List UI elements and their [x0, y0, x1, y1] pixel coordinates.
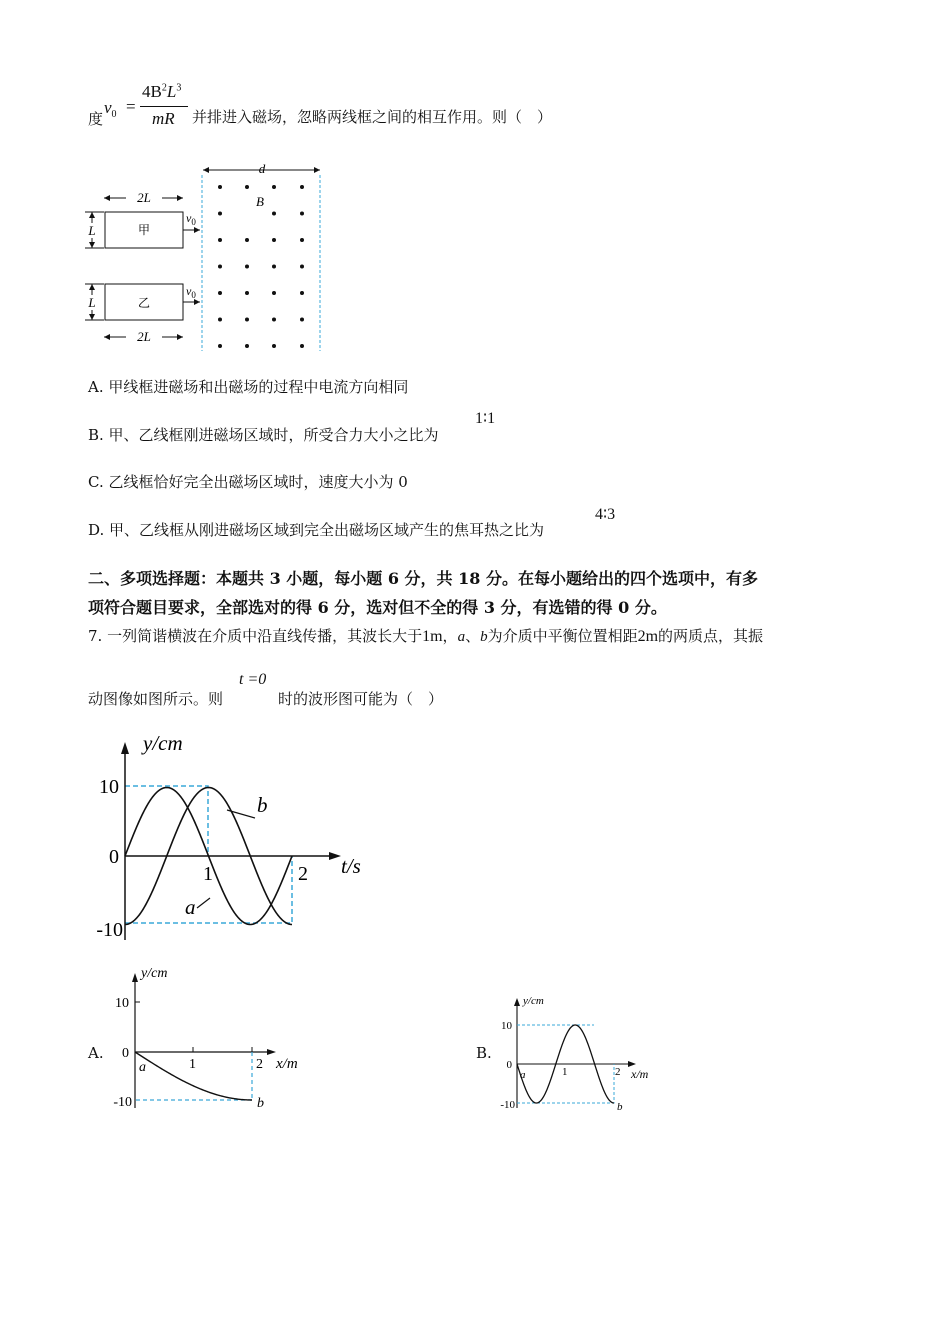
field-dot — [272, 318, 276, 322]
vibration-graph — [85, 728, 385, 948]
q6-option-c[interactable]: C. 乙线框恰好完全出磁场区域时，速度大小为 0 — [88, 473, 408, 491]
field-dot — [245, 291, 249, 295]
q6-v0-symbol: $v_0$ — [104, 98, 117, 120]
fig1-L-bottom: L — [88, 295, 96, 310]
fig1-2L-bottom: 2L — [137, 329, 151, 344]
field-dot — [218, 238, 222, 242]
fig2-ylabel: y/cm — [143, 731, 183, 755]
fig2-tick-m10: -10 — [96, 919, 123, 941]
q6-option-d[interactable]: D. 甲、乙线框从刚进磁场区域到完全出磁场区域产生的焦耳热之比为 — [88, 521, 545, 539]
field-dot — [300, 185, 304, 189]
q6-fraction-bar — [140, 106, 188, 107]
optA-ylabel: y/cm — [141, 966, 168, 981]
fig2-tick-2: 2 — [298, 863, 308, 885]
fig2-label-b: b — [257, 793, 268, 817]
field-dot — [300, 212, 304, 216]
optB-tick-m10: -10 — [500, 1099, 515, 1111]
q6-fraction-denominator: mR — [152, 109, 175, 128]
q6-intro-prefix: 度 — [88, 110, 104, 128]
optA-tick-m10: -10 — [113, 1095, 132, 1110]
field-dot — [300, 238, 304, 242]
q7-stem-line1: 7. 一列简谐横波在介质中沿直线传播，其波长大于1m，a、b为介质中平衡位置相距2m的两质点，其振 — [88, 627, 764, 645]
fig2-tick-10: 10 — [99, 776, 119, 798]
fig1-d-label: d — [258, 161, 266, 176]
fig1-B-label: B — [256, 194, 264, 209]
frame-jia-label: 甲 — [137, 223, 151, 237]
optB-label-b: b — [617, 1101, 623, 1113]
fig2-label-a: a — [185, 895, 196, 919]
q6-option-b[interactable]: B. 甲、乙线框刚进磁场区域时，所受合力大小之比为 — [88, 426, 439, 444]
field-dot — [245, 265, 249, 269]
field-dot — [272, 291, 276, 295]
field-dot — [218, 265, 222, 269]
field-dot — [272, 185, 276, 189]
q6-option-b-ratio: 1∶1 — [475, 410, 496, 427]
field-dot — [245, 318, 249, 322]
figure-magnetic-field — [80, 155, 340, 360]
field-dot — [272, 265, 276, 269]
optA-tick-2: 2 — [256, 1057, 263, 1072]
field-dot — [300, 344, 304, 348]
option-a-graph[interactable] — [100, 960, 320, 1120]
q7-t-equals-zero: t =0 — [239, 671, 267, 688]
q7-option-a-label[interactable]: A. — [88, 1044, 104, 1062]
field-dot — [272, 344, 276, 348]
field-dot — [245, 185, 249, 189]
optB-tick-2: 2 — [615, 1066, 621, 1078]
q7-stem-line2-a: 动图像如图所示。则 — [88, 690, 224, 708]
section2-heading-line1: 二、多项选择题：本题共 3 小题，每小题 6 分，共 18 分。在每小题给出的四个选项中，有多 — [88, 569, 758, 588]
q6-fraction-numerator: $4B^2L^3$ — [142, 82, 182, 101]
optB-xlabel: x/m — [631, 1067, 649, 1081]
optB-tick-10: 10 — [501, 1020, 512, 1032]
frame-yi-label: 乙 — [137, 296, 151, 310]
optA-tick-1: 1 — [189, 1057, 196, 1072]
optA-tick-0: 0 — [122, 1046, 129, 1061]
fig2-tick-0: 0 — [109, 846, 119, 868]
fig1-v0-top: $v_0$ — [186, 211, 196, 227]
field-dot — [218, 212, 222, 216]
optB-tick-1: 1 — [562, 1066, 568, 1078]
field-dot — [272, 212, 276, 216]
fig1-v0-bottom: $v_0$ — [186, 284, 196, 300]
optA-label-b: b — [257, 1096, 264, 1111]
field-dots — [218, 185, 304, 360]
optB-tick-0: 0 — [506, 1059, 512, 1071]
q7-option-b-label[interactable]: B. — [476, 1044, 492, 1062]
fig2-tick-1: 1 — [203, 863, 213, 885]
field-dot — [272, 238, 276, 242]
field-dot — [218, 291, 222, 295]
optB-ylabel: y/cm — [523, 995, 544, 1007]
field-dot — [218, 185, 222, 189]
optA-label-a: a — [139, 1060, 146, 1075]
fig1-L-top: L — [88, 223, 96, 238]
optB-label-a: a — [520, 1069, 526, 1081]
q6-option-a[interactable]: A. 甲线框进磁场和出磁场的过程中电流方向相同 — [88, 378, 409, 396]
section2-heading-line2: 项符合题目要求，全部选对的得 6 分，选对但不全的得 3 分，有选错的得 0 分。 — [88, 598, 667, 617]
field-dot — [300, 291, 304, 295]
q7-stem-line2-b: 时的波形图可能为（ ） — [278, 690, 444, 708]
q6-intro-suffix: 并排进入磁场，忽略两线框之间的相互作用。则（ ） — [192, 108, 553, 126]
field-dot — [218, 344, 222, 348]
field-dot — [245, 238, 249, 242]
q6-option-d-ratio: 4∶3 — [595, 506, 616, 523]
field-dot — [300, 265, 304, 269]
field-dot — [300, 318, 304, 322]
field-dot — [218, 318, 222, 322]
optA-tick-10: 10 — [115, 996, 129, 1011]
optA-xlabel: x/m — [276, 1056, 298, 1072]
option-b-graph[interactable] — [490, 990, 670, 1115]
q6-equals: = — [126, 97, 136, 116]
fig2-xlabel: t/s — [341, 854, 361, 878]
fig1-2L-top: 2L — [137, 190, 151, 205]
field-dot — [245, 344, 249, 348]
